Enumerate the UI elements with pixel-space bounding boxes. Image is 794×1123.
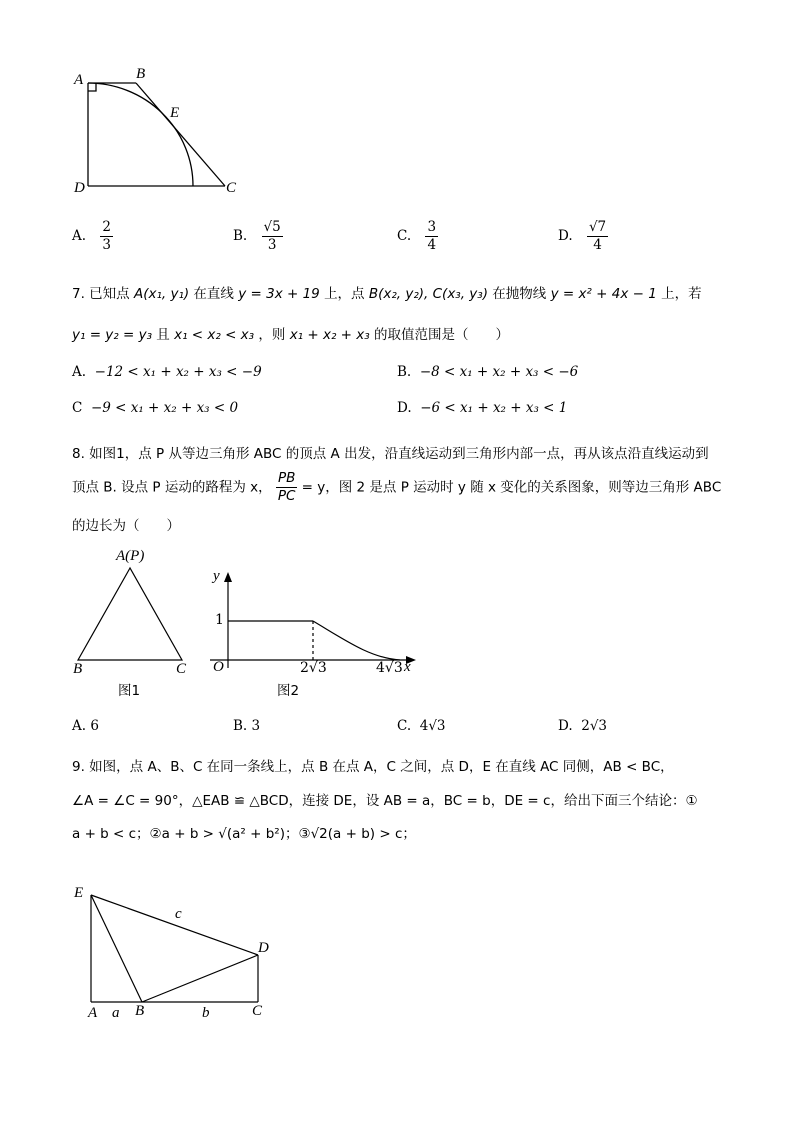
option-text: −12 < x₁ + x₂ + x₃ < −9: [94, 364, 262, 380]
denominator: 3: [102, 237, 111, 253]
fig2-label-O: O: [213, 659, 224, 675]
denominator: PC: [277, 488, 296, 504]
denominator: 3: [262, 236, 283, 254]
segment-BD: [142, 955, 258, 1002]
option-label: D.: [558, 718, 573, 734]
fig1-label-AP: A(P): [116, 548, 145, 564]
label-C: C: [226, 180, 237, 196]
numerator: 3: [427, 219, 437, 235]
q9-line2: ∠A = ∠C = 90°，△EAB ≌ △BCD，连接 DE，设 AB = a，BC = b，DE = c，给出下面三个结论：①: [72, 793, 698, 809]
text: = y，图 2 是点 P 运动时 y 随 x 变化的关系图象，则等边三角形 ABC: [301, 479, 722, 496]
denominator: 4: [427, 237, 437, 253]
q8-line3: 的边长为（ ）: [72, 518, 180, 534]
text: 7. 已知点: [72, 286, 130, 302]
option-label: D.: [397, 400, 412, 416]
option-label: B.: [233, 718, 248, 734]
fig2-caption: 图2: [277, 683, 300, 699]
math: B(x₂, y₂), C(x₃, y₃): [368, 286, 488, 302]
option-label: B.: [397, 364, 412, 380]
fig9-label-a: a: [112, 1005, 120, 1021]
text: 上，若: [661, 286, 702, 302]
segment-ED: [91, 895, 258, 955]
math: y₁ = y₂ = y₃: [72, 327, 152, 343]
text: ，则: [258, 327, 286, 343]
option-label: C: [72, 400, 83, 416]
fig2-label-1: 1: [215, 612, 224, 628]
fig1-label-C: C: [176, 661, 187, 677]
label-E: E: [170, 105, 180, 121]
option-text: −6 < x₁ + x₂ + x₃ < 1: [420, 400, 568, 416]
numerator: √5: [263, 219, 281, 235]
option-label: C.: [397, 228, 412, 244]
label-D: D: [74, 180, 85, 196]
fig9-label-C: C: [252, 1003, 263, 1019]
option-text: 6: [90, 718, 99, 734]
math: y = 3x + 19: [238, 286, 320, 302]
option-label: B.: [233, 228, 248, 244]
math: A(x₁, y₁): [133, 286, 190, 302]
option-label: D.: [558, 228, 573, 244]
option-label: A.: [72, 718, 87, 734]
text: 在直线: [193, 286, 234, 302]
fig9-label-A: A: [88, 1005, 98, 1021]
fig9-label-c: c: [175, 906, 182, 922]
math: x₁ + x₂ + x₃: [289, 327, 370, 343]
label-B: B: [136, 66, 146, 82]
fig1-caption: 图1: [118, 683, 141, 699]
fig2-label-4root3: 4√3: [376, 660, 403, 676]
fig9-label-B: B: [135, 1003, 145, 1019]
numerator: 2: [102, 219, 111, 235]
q9-line3: a + b < c；②a + b > √(a² + b²)；③√2(a + b) > c；: [72, 826, 416, 842]
option-text: 2√3: [581, 718, 608, 734]
fig9-label-b: b: [202, 1005, 210, 1021]
text: 且: [156, 327, 170, 343]
option-label: C.: [397, 718, 412, 734]
q9-line1: 9. 如图，点 A、B、C 在同一条线上，点 B 在点 A，C 之间，点 D，E 在直线 AC 同侧，AB < BC，: [72, 759, 674, 775]
option-text: 3: [251, 718, 261, 734]
fig9-label-D: D: [258, 940, 269, 956]
option-text: −8 < x₁ + x₂ + x₃ < −6: [419, 364, 579, 380]
text: 顶点 B. 设点 P 运动的路程为 x，: [72, 479, 272, 496]
numerator: √7: [588, 219, 607, 235]
math: x₁ < x₂ < x₃: [174, 327, 255, 343]
option-text: 4√3: [419, 718, 446, 734]
fig9-label-E: E: [74, 885, 84, 901]
fig2-label-2root3: 2√3: [300, 660, 327, 676]
text: 上，点: [324, 286, 365, 302]
fig2-label-x: x: [404, 659, 411, 675]
q8-line1: 8. 如图1，点 P 从等边三角形 ABC 的顶点 A 出发，沿直线运动到三角形内部一点，再从该点沿直线运动到: [72, 446, 709, 462]
denominator: 4: [587, 236, 608, 254]
numerator: PB: [277, 470, 296, 486]
option-label: A.: [72, 228, 87, 244]
option-label: A.: [72, 364, 87, 380]
text: 在抛物线: [492, 286, 547, 302]
label-A: A: [74, 72, 84, 88]
math: y = x² + 4x − 1: [550, 286, 657, 302]
text: 的取值范围是（ ）: [373, 327, 509, 343]
fig1-label-B: B: [73, 661, 83, 677]
fig2-label-y: y: [213, 568, 220, 584]
option-text: −9 < x₁ + x₂ + x₃ < 0: [90, 400, 239, 416]
